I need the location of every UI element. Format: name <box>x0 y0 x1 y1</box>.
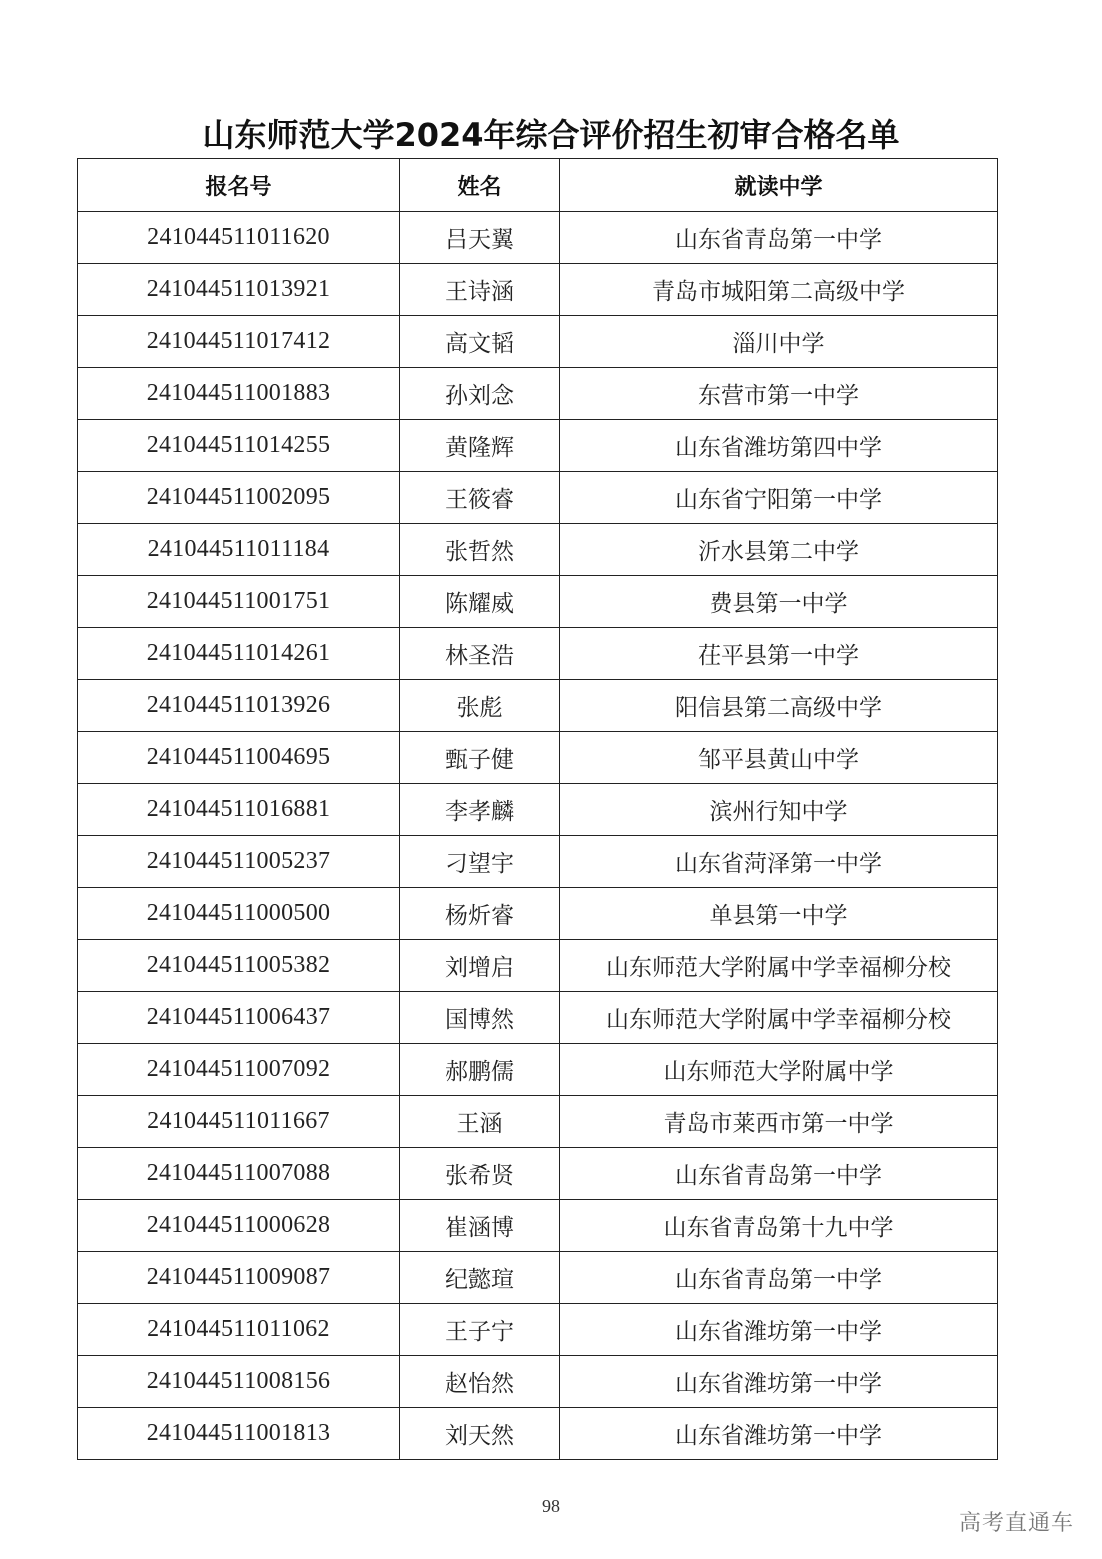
table-row <box>78 784 998 836</box>
registration-number-cell: 241044511011620 <box>78 212 400 264</box>
registration-number-cell: 241044511011062 <box>78 1304 400 1356</box>
table-row <box>78 1304 998 1356</box>
registration-number-cell: 241044511006437 <box>78 992 400 1044</box>
school-name-cell: 邹平县黄山中学 <box>560 732 998 784</box>
registration-number-cell: 241044511000500 <box>78 888 400 940</box>
school-name-cell: 山东省潍坊第一中学 <box>560 1408 998 1460</box>
registration-number-cell: 241044511001883 <box>78 368 400 420</box>
student-name-cell: 崔涵博 <box>400 1200 560 1252</box>
school-name-cell: 沂水县第二中学 <box>560 524 998 576</box>
admission-list-table <box>77 158 998 1460</box>
table-row <box>78 1356 998 1408</box>
table-row <box>78 1096 998 1148</box>
registration-number-cell: 241044511005237 <box>78 836 400 888</box>
student-name-cell: 王涵 <box>400 1096 560 1148</box>
table-row <box>78 940 998 992</box>
table-row <box>78 576 998 628</box>
registration-number-cell: 241044511011667 <box>78 1096 400 1148</box>
student-name-cell: 郝鹏儒 <box>400 1044 560 1096</box>
school-name-cell: 阳信县第二高级中学 <box>560 680 998 732</box>
registration-number-cell: 241044511017412 <box>78 316 400 368</box>
table-row <box>78 1200 998 1252</box>
column-header-name: 姓名 <box>400 159 560 212</box>
school-name-cell: 山东师范大学附属中学幸福柳分校 <box>560 992 998 1044</box>
registration-number-cell: 241044511000628 <box>78 1200 400 1252</box>
table-row <box>78 1044 998 1096</box>
school-name-cell: 山东省潍坊第一中学 <box>560 1304 998 1356</box>
registration-number-cell: 241044511014255 <box>78 420 400 472</box>
student-name-cell: 高文韬 <box>400 316 560 368</box>
school-name-cell: 山东省潍坊第一中学 <box>560 1356 998 1408</box>
table-row <box>78 628 998 680</box>
student-name-cell: 李孝麟 <box>400 784 560 836</box>
school-name-cell: 山东省潍坊第四中学 <box>560 420 998 472</box>
table-row <box>78 680 998 732</box>
registration-number-cell: 241044511002095 <box>78 472 400 524</box>
table-body <box>78 212 998 1460</box>
student-name-cell: 张彪 <box>400 680 560 732</box>
table-row <box>78 1252 998 1304</box>
school-name-cell: 青岛市莱西市第一中学 <box>560 1096 998 1148</box>
table-row <box>78 836 998 888</box>
student-name-cell: 杨炘睿 <box>400 888 560 940</box>
table-row <box>78 1408 998 1460</box>
registration-number-cell: 241044511014261 <box>78 628 400 680</box>
registration-number-cell: 241044511004695 <box>78 732 400 784</box>
table-row <box>78 264 998 316</box>
student-name-cell: 孙刘念 <box>400 368 560 420</box>
school-name-cell: 茌平县第一中学 <box>560 628 998 680</box>
page-number: 98 <box>542 1496 560 1516</box>
school-name-cell: 山东省菏泽第一中学 <box>560 836 998 888</box>
table-row <box>78 732 998 784</box>
school-name-cell: 单县第一中学 <box>560 888 998 940</box>
table-row <box>78 212 998 264</box>
registration-number-cell: 241044511001813 <box>78 1408 400 1460</box>
table-row <box>78 368 998 420</box>
school-name-cell: 淄川中学 <box>560 316 998 368</box>
school-name-cell: 滨州行知中学 <box>560 784 998 836</box>
student-name-cell: 陈耀威 <box>400 576 560 628</box>
student-name-cell: 林圣浩 <box>400 628 560 680</box>
student-name-cell: 刘增启 <box>400 940 560 992</box>
student-name-cell: 刁望宇 <box>400 836 560 888</box>
registration-number-cell: 241044511007092 <box>78 1044 400 1096</box>
student-name-cell: 吕天翼 <box>400 212 560 264</box>
student-name-cell: 黄隆辉 <box>400 420 560 472</box>
student-name-cell: 刘天然 <box>400 1408 560 1460</box>
student-name-cell: 王诗涵 <box>400 264 560 316</box>
watermark-logo-text: 高考直通车 <box>958 1511 1074 1536</box>
table-row <box>78 420 998 472</box>
table-row <box>78 524 998 576</box>
registration-number-cell: 241044511013926 <box>78 680 400 732</box>
student-name-cell: 甄子健 <box>400 732 560 784</box>
school-name-cell: 青岛市城阳第二高级中学 <box>560 264 998 316</box>
registration-number-cell: 241044511013921 <box>78 264 400 316</box>
registration-number-cell: 241044511008156 <box>78 1356 400 1408</box>
school-name-cell: 山东省宁阳第一中学 <box>560 472 998 524</box>
column-header-registration-number: 报名号 <box>78 159 400 212</box>
student-name-cell: 纪懿瑄 <box>400 1252 560 1304</box>
table-row <box>78 888 998 940</box>
table-row <box>78 316 998 368</box>
student-name-cell: 张哲然 <box>400 524 560 576</box>
table-row <box>78 1148 998 1200</box>
column-header-school: 就读中学 <box>560 159 998 212</box>
school-name-cell: 费县第一中学 <box>560 576 998 628</box>
registration-number-cell: 241044511016881 <box>78 784 400 836</box>
school-name-cell: 山东省青岛第一中学 <box>560 1148 998 1200</box>
school-name-cell: 东营市第一中学 <box>560 368 998 420</box>
school-name-cell: 山东省青岛第十九中学 <box>560 1200 998 1252</box>
school-name-cell: 山东省青岛第一中学 <box>560 212 998 264</box>
registration-number-cell: 241044511001751 <box>78 576 400 628</box>
student-name-cell: 国博然 <box>400 992 560 1044</box>
table-header-row <box>78 159 998 212</box>
student-name-cell: 王子宁 <box>400 1304 560 1356</box>
registration-number-cell: 241044511007088 <box>78 1148 400 1200</box>
school-name-cell: 山东省青岛第一中学 <box>560 1252 998 1304</box>
table-row <box>78 472 998 524</box>
table-row <box>78 992 998 1044</box>
school-name-cell: 山东师范大学附属中学幸福柳分校 <box>560 940 998 992</box>
student-name-cell: 赵怡然 <box>400 1356 560 1408</box>
registration-number-cell: 241044511005382 <box>78 940 400 992</box>
student-name-cell: 张希贤 <box>400 1148 560 1200</box>
school-name-cell: 山东师范大学附属中学 <box>560 1044 998 1096</box>
registration-number-cell: 241044511009087 <box>78 1252 400 1304</box>
student-name-cell: 王筱睿 <box>400 472 560 524</box>
page-title: 山东师范大学2024年综合评价招生初审合格名单 <box>202 116 900 154</box>
registration-number-cell: 241044511011184 <box>78 524 400 576</box>
